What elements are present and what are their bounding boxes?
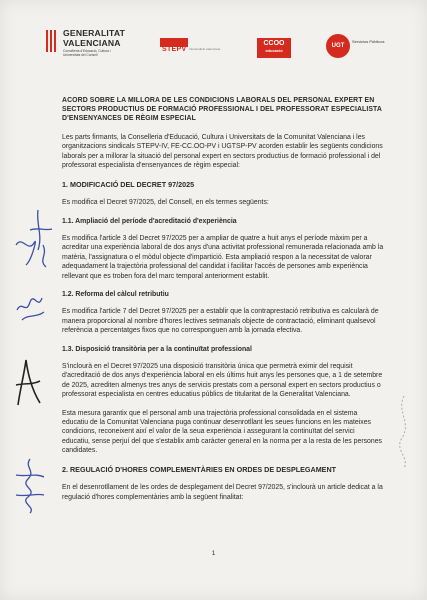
intro-paragraph: Les parts firmants, la Conselleria d'Educació, Cultura i Universitats de la Comunitat Valenciana i les organitzacions sindicals STEPV-IV, FE-CC.OO-PV i UGTSP-PV acorden establir les següents condicions laborals per a millorar la situació del personal expert en sectors productius de formació professional i del professorat especialista d'ensenyances de règim especial: <box>62 134 383 170</box>
generalitat-logo <box>44 28 144 62</box>
generalitat-emblem-icon <box>44 30 58 52</box>
stepv-subtitle: Intersindical valenciana <box>189 47 221 51</box>
ugt-logo <box>326 34 386 62</box>
subsection-1-3-text-1: S'inclourà en el Decret 97/2025 una disposició transitòria única que permetrà eximir del requisit d'acreditació de dos anys d'experiència laboral en els últims huit anys les persones que, a 1 de setembre de 2025, acrediten almenys tres anys de servicis prestats com a personal expert en sectors productius o professorat especialista en centres educatius públics de titularitat de la Generalitat Valenciana. <box>62 363 383 399</box>
section-2-text: En el desenrotllament de les ordes de desplegament del Decret 97/2025, s'inclourà un article dedicat a la regulació d'hores complementàries amb la següent finalitat: <box>62 484 383 501</box>
document-body <box>62 96 384 511</box>
ccoo-logo <box>257 38 291 58</box>
generalitat-subtitle: Conselleria d'Educació, Cultura i Universitats del Consell <box>63 49 111 57</box>
ugt-name: UGT <box>326 34 350 58</box>
signature-icon <box>10 455 50 515</box>
signature-icon <box>10 355 46 410</box>
stepv-name: STEPV <box>162 46 187 53</box>
subsection-1-3-heading: 1.3. Disposició transitòria per a la continuïtat professional <box>62 345 252 353</box>
generalitat-name: GENERALITAT VALENCIANA <box>63 28 126 48</box>
ccoo-name: CCOO <box>263 40 285 47</box>
subsection-1-2-heading: 1.2. Reforma del càlcul retributiu <box>62 290 169 298</box>
signature-icon <box>390 392 418 472</box>
document-title: ACORD SOBRE LA MILLORA DE LES CONDICIONS LABORALS DEL PERSONAL EXPERT EN SECTORS PRODUCTIUS DE FORMACIÓ PROFESSIONAL I DEL PROFESSORAT ESPECIALISTA D'ENSENYANCES DE RÈGIM ESPECIAL <box>62 97 382 122</box>
stepv-logo <box>160 38 222 58</box>
ccoo-subtitle: educació <box>265 48 283 53</box>
page-number: 1 <box>211 550 216 557</box>
signature-icon <box>12 280 52 325</box>
subsection-1-2-text: Es modifica l'article 7 del Decret 97/2025 per a establir que la contraprestació retributiva es calcularà de manera proporcional al nombre d'hores lectives setmanals objecte de contractació, eliminant qualsevol referència a percentatges fixos que no corresponguen amb la jornada efectiva. <box>62 308 379 335</box>
ugt-subtitle: Servicios Públicos <box>352 39 385 44</box>
section-2-heading: 2. REGULACIÓ D'HORES COMPLEMENTÀRIES EN ORDES DE DESPLEGAMENT <box>62 464 337 474</box>
subsection-1-1-text: Es modifica l'article 3 del Decret 97/2025 per a ampliar de quatre a huit anys el període màxim per a acreditar una experiència laboral de dos anys d'una activitat professional remunerada relacionada amb la matèria, l'assignatura o el mòdul objecte d'impartició. Esta ampliació respon a la necessitat de valorar adequadament la trajectòria professional del candidat i facilitar l'accés de persones amb experiència rellevant que es troben fora del marc temporal anteriorment establit. <box>62 234 384 280</box>
signature-icon <box>8 205 58 275</box>
subsection-1-1-heading: 1.1. Ampliació del període d'acreditació d'experiència <box>62 217 237 225</box>
section-1-heading: 1. MODIFICACIÓ DEL DECRET 97/2025 <box>62 179 195 189</box>
section-1-intro: Es modifica el Decret 97/2025, del Consell, en els termes següents: <box>62 199 269 207</box>
subsection-1-3-text-2: Esta mesura garantix que el personal amb una trajectòria professional consolidada en el sistema educatiu de la Comunitat Valenciana puga continuar desenrotllant les seues funcions en les mateixes condicions, reconeixent així el valor de la seua experiència i assegurant la continuïtat del servici educatiu, sense perjuí del que s'establix amb caràcter general en la norma per a la resta de les persones candidates. <box>62 409 383 455</box>
